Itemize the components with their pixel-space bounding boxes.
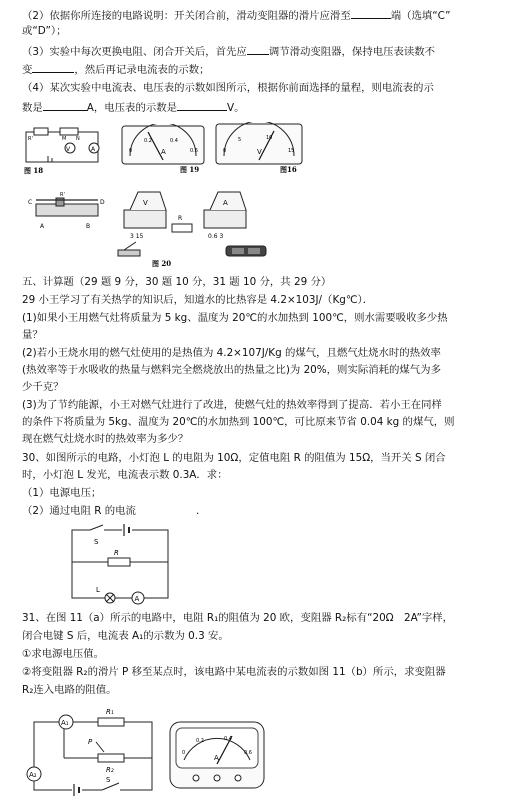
svg-text:P: P (88, 738, 93, 746)
figure-18-caption: 图 18 (24, 166, 44, 175)
svg-text:B: B (86, 223, 91, 230)
svg-text:R': R' (60, 192, 65, 198)
text-line-5: （4）某次实验中电流表、电压表的示数如图所示，根据你前面选择的量程，则电流表的示 (22, 82, 434, 94)
figure-19-caption: 图 19 (180, 165, 200, 174)
q30-circuit (66, 522, 176, 608)
svg-text:R₁: R₁ (106, 708, 114, 716)
svg-text:S: S (106, 776, 111, 784)
q31-line1: 31、在图 11（a）所示的电路中，电阻 R₁的阻值为 20 欧，变阻器 R₂标有“20Ω 2A”字样， (22, 612, 454, 624)
text-line-4: 变 ，然后再记录电流表的示数； (22, 64, 210, 76)
q29-part3-line2: 的条件下将质量为 5kg、温度为 20℃的水加热到 100℃，可比原来节省 0.04 kg 的煤气，则 (22, 416, 455, 428)
figure-11a-circuit (22, 704, 158, 796)
svg-text:A: A (161, 148, 166, 156)
svg-text:0.2: 0.2 (196, 738, 204, 744)
figure-20-caption: 图 20 (152, 259, 172, 268)
svg-text:0.6 3: 0.6 3 (208, 233, 224, 240)
svg-text:3 15: 3 15 (130, 233, 144, 240)
svg-text:0.4: 0.4 (170, 138, 178, 144)
svg-text:10: 10 (266, 135, 273, 141)
figure-19-ammeter (120, 124, 206, 174)
svg-text:R: R (114, 549, 119, 557)
svg-text:R: R (178, 215, 183, 222)
answer-blank[interactable] (32, 62, 74, 73)
text-line-6: 数是 A，电压表的示数是 V。 (22, 102, 245, 114)
figure-11b-ammeter (168, 720, 266, 794)
q30-part2: （2）通过电阻 R 的电流 . (22, 505, 200, 517)
q31-part1: ①求电源电压值。 (22, 648, 105, 660)
figure-16-caption: 图16 (280, 165, 297, 174)
q29-part1-line1: (1)如果小王用燃气灶将质量为 5 kg、温度为 20℃的水加热到 100℃，则水需要吸收多少热 (22, 312, 448, 324)
q30-line2: 时，小灯泡 L 发光，电流表示数 0.3A．求： (22, 469, 228, 481)
q29-part3-line3: 现在燃气灶烧水时的热效率为多少？ (22, 433, 189, 445)
svg-text:V: V (143, 199, 148, 207)
q29-part1-line2: 量？ (22, 329, 43, 341)
svg-text:R': R' (28, 136, 33, 142)
q29-part3-line1: (3)为了节约能源，小王对燃气灶进行了改进，使燃气灶的热效率得到了提高．若小王在同样 (22, 399, 442, 411)
svg-text:A: A (91, 146, 96, 153)
svg-text:0: 0 (182, 750, 186, 756)
figure-16-voltmeter (214, 122, 304, 174)
svg-text:0.2: 0.2 (144, 138, 152, 144)
section-5-heading: 五、计算题（29 题 9 分，30 题 10 分，31 题 10 分，共 29 分） (22, 276, 332, 288)
svg-text:L: L (96, 586, 100, 594)
svg-text:0: 0 (129, 148, 133, 154)
q30-part1: （1）电源电压； (22, 487, 102, 499)
svg-text:V: V (66, 146, 71, 153)
figure-18-circuit (22, 126, 106, 176)
svg-text:A₂: A₂ (29, 771, 37, 779)
q31-part2-line1: ②将变阻器 R₂的滑片 P 移至某点时，该电路中某电流表的示数如图 11（b）所示，求变阻器 (22, 666, 446, 678)
answer-blank[interactable] (247, 44, 269, 55)
q29-part2-line3: 少千克？ (22, 381, 64, 393)
svg-text:5: 5 (238, 137, 242, 143)
figure-20-apparatus (26, 188, 286, 268)
text-line-1: （2）依据你所连接的电路说明：开关闭合前，滑动变阻器的滑片应滑至 端（选填“C” (22, 10, 451, 22)
svg-text:15: 15 (288, 148, 295, 154)
svg-text:M: M (62, 136, 67, 142)
q29-part2-line2: (热效率等于水吸收的热量与燃料完全燃烧放出的热量之比)为 20%，则实际消耗的煤气为多 (22, 364, 441, 376)
svg-text:A: A (214, 754, 219, 762)
svg-text:A: A (223, 199, 228, 207)
q31-line2: 闭合电键 S 后，电流表 A₁的示数为 0.3 安。 (22, 630, 229, 642)
svg-text:A: A (40, 223, 45, 230)
svg-text:A₁: A₁ (61, 719, 69, 727)
svg-text:D: D (100, 199, 105, 206)
svg-text:C: C (28, 199, 33, 206)
svg-text:S: S (94, 538, 99, 546)
q29-part2-line1: (2)若小王烧水用的燃气灶使用的是热值为 4.2×107J/Kg 的煤气，且燃气灶烧水时的热效率 (22, 347, 441, 359)
svg-text:V: V (257, 148, 262, 156)
q29-intro: 29 小王学习了有关热学的知识后，知道水的比热容是 4.2×103J/（Kg℃）． (22, 294, 374, 306)
svg-text:0.4: 0.4 (224, 736, 232, 742)
text-line-2: 或“D”）； (22, 25, 67, 37)
svg-text:0.6: 0.6 (190, 148, 198, 154)
svg-text:0: 0 (223, 148, 227, 154)
svg-text:A: A (134, 595, 140, 603)
svg-text:0.6: 0.6 (244, 750, 252, 756)
q30-line1: 30、如图所示的电路，小灯泡 L 的电阻为 10Ω，定值电阻 R 的阻值为 15Ω，当开关 S 闭合 (22, 452, 446, 464)
answer-blank[interactable] (177, 100, 227, 111)
answer-blank[interactable] (351, 8, 391, 19)
svg-text:R₂: R₂ (106, 766, 114, 774)
answer-blank[interactable] (43, 100, 87, 111)
q31-part2-line2: R₂连入电路的阻值。 (22, 684, 117, 696)
svg-text:N: N (76, 136, 80, 142)
text-line-3: （3）实验中每次更换电阻、闭合开关后，首先应 调节滑动变阻器，保持电压表读数不 (22, 46, 436, 58)
